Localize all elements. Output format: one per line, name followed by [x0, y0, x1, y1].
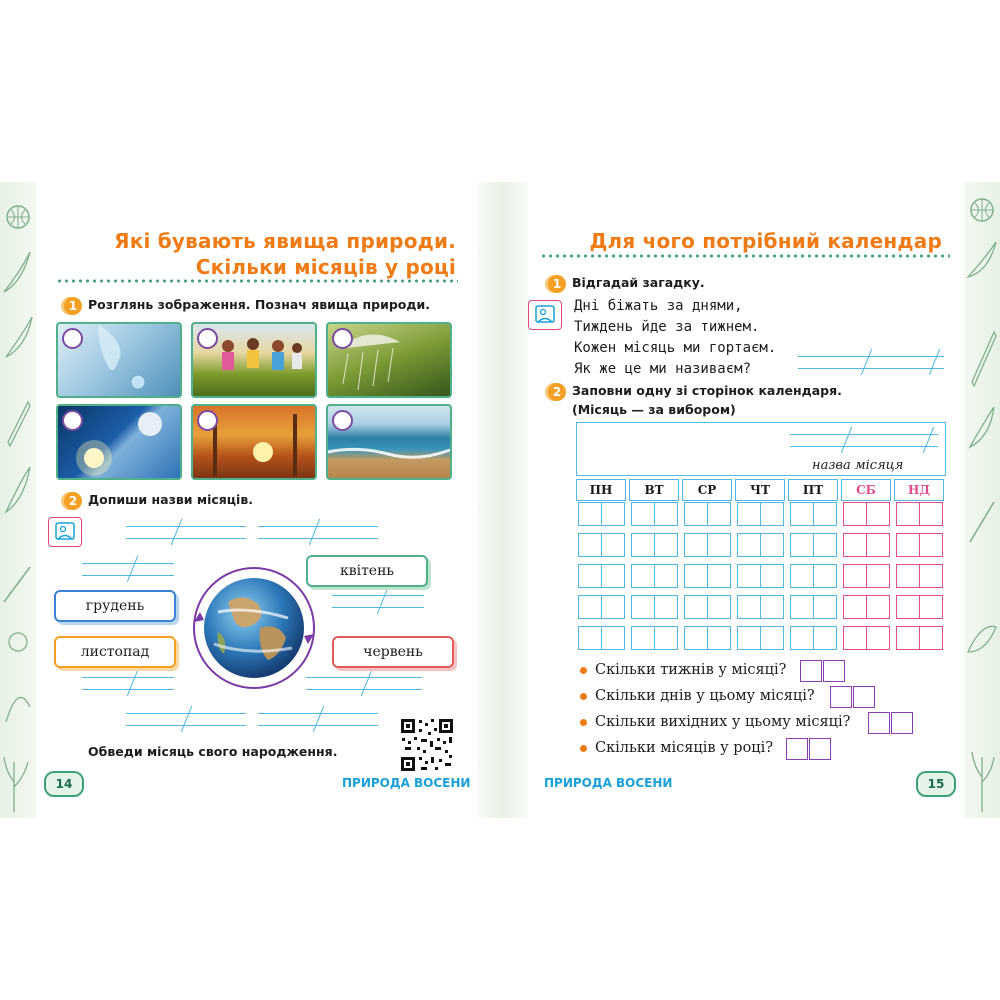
question-days	[580, 688, 815, 704]
calendar-day-cell[interactable]	[684, 595, 708, 619]
calendar-day-cell[interactable]	[760, 595, 784, 619]
answer-circle[interactable]	[197, 328, 218, 349]
calendar-day-cell[interactable]	[631, 564, 655, 588]
calendar-day-cell[interactable]	[578, 564, 602, 588]
calendar-day-cell[interactable]	[737, 502, 761, 526]
calendar-day-cell[interactable]	[578, 533, 602, 557]
page-title: Для чого потрібний календар	[589, 229, 942, 253]
photo-sun-and-moon	[56, 404, 182, 480]
month-name-line[interactable]	[790, 446, 938, 447]
calendar-day-cell[interactable]	[813, 533, 837, 557]
dotted-divider	[56, 279, 458, 283]
photo-sea-waves	[326, 404, 452, 480]
calendar-day-cell[interactable]	[790, 533, 814, 557]
task-number: 2	[548, 383, 566, 401]
task-number: 2	[64, 492, 82, 510]
answer-box[interactable]	[891, 712, 913, 734]
answer-box[interactable]	[868, 712, 890, 734]
calendar-day-cell[interactable]	[866, 502, 890, 526]
calendar-day-cell[interactable]	[654, 626, 678, 650]
earth-globe-icon	[188, 562, 320, 694]
globe-icon	[964, 182, 1000, 818]
photo-autumn-forest	[191, 404, 317, 480]
weekday-thu: ЧТ	[735, 479, 785, 501]
task1-instruction: Розглянь зображення. Познач явища природи.	[88, 297, 430, 312]
calendar-day-cell[interactable]	[601, 595, 625, 619]
line-slash	[181, 706, 193, 732]
riddle-line-3: Кожен місяць ми гортаєм.	[574, 340, 777, 356]
month-label-november: листопад	[54, 636, 176, 668]
calendar-day-cell[interactable]	[919, 533, 943, 557]
calendar-day-cell[interactable]	[760, 502, 784, 526]
calendar-day-cell[interactable]	[760, 626, 784, 650]
calendar-day-cell[interactable]	[919, 564, 943, 588]
page-number: 14	[44, 771, 84, 797]
calendar-day-cell[interactable]	[737, 533, 761, 557]
calendar-day-cell[interactable]	[707, 502, 731, 526]
bullet	[580, 693, 587, 700]
calendar-day-cell[interactable]	[919, 595, 943, 619]
calendar-day-cell[interactable]	[601, 626, 625, 650]
calendar-day-cell[interactable]	[896, 533, 920, 557]
line-slash	[313, 706, 325, 732]
calendar-day-cell[interactable]	[601, 502, 625, 526]
answer-line[interactable]	[258, 526, 378, 527]
bullet	[580, 719, 587, 726]
month-name-line[interactable]	[790, 434, 938, 435]
answer-line[interactable]	[126, 713, 246, 714]
page-number: 15	[916, 771, 956, 797]
photo-rain-umbrella	[326, 322, 452, 398]
calendar-day-cell[interactable]	[866, 564, 890, 588]
question-months	[580, 740, 773, 756]
calendar-day-cell[interactable]	[843, 533, 867, 557]
answer-line[interactable]	[258, 713, 378, 714]
line-slash	[929, 349, 941, 375]
calendar-day-cell[interactable]	[790, 564, 814, 588]
line-slash	[377, 588, 389, 614]
answer-line[interactable]	[126, 725, 246, 726]
task-number: 1	[548, 275, 566, 293]
calendar-day-cell[interactable]	[790, 595, 814, 619]
riddle-line-1: Дні біжать за днями,	[574, 298, 743, 314]
weekday-sun: НД	[894, 479, 944, 501]
calendar-day-cell[interactable]	[707, 564, 731, 588]
answer-line[interactable]	[126, 538, 246, 539]
calendar-day-cell[interactable]	[578, 626, 602, 650]
answer-box[interactable]	[823, 660, 845, 682]
qr-code-icon[interactable]	[399, 717, 455, 773]
leaf-icon	[0, 182, 36, 818]
calendar-day-cell[interactable]	[843, 595, 867, 619]
answer-circle[interactable]	[197, 410, 218, 431]
question-text: Скільки тижнів у місяці?	[595, 662, 787, 678]
question-weeks	[580, 662, 786, 678]
calendar-day-cell[interactable]	[896, 564, 920, 588]
calendar-day-cell[interactable]	[813, 595, 837, 619]
calendar-day-cell[interactable]	[843, 626, 867, 650]
task2-note: (Місяць — за вибором)	[572, 402, 736, 417]
line-slash	[361, 670, 373, 696]
photo-children-running	[191, 322, 317, 398]
calendar-day-cell[interactable]	[813, 502, 837, 526]
bottom-instruction: Обведи місяць свого народження.	[88, 744, 338, 759]
calendar-day-cell[interactable]	[707, 595, 731, 619]
answer-box[interactable]	[809, 738, 831, 760]
calendar-day-cell[interactable]	[896, 595, 920, 619]
calendar-day-cell[interactable]	[737, 564, 761, 588]
answer-line[interactable]	[258, 725, 378, 726]
question-text: Скільки вихідних у цьому місяці?	[595, 714, 851, 730]
calendar-day-cell[interactable]	[843, 502, 867, 526]
book-gutter	[478, 182, 528, 818]
task2-instruction: Допиши назви місяців.	[88, 492, 254, 507]
weekday-sat: СБ	[841, 479, 891, 501]
calendar-day-cell[interactable]	[684, 502, 708, 526]
answer-circle[interactable]	[332, 328, 353, 349]
section-footer: ПРИРОДА ВОСЕНИ	[544, 776, 673, 790]
answer-line[interactable]	[82, 677, 174, 678]
calendar-day-cell[interactable]	[866, 626, 890, 650]
calendar-day-cell[interactable]	[896, 502, 920, 526]
dotted-divider	[540, 254, 950, 258]
calendar-day-cell[interactable]	[843, 564, 867, 588]
calendar-day-cell[interactable]	[707, 626, 731, 650]
calendar-day-cell[interactable]	[578, 595, 602, 619]
calendar-day-cell[interactable]	[760, 533, 784, 557]
right-page	[528, 182, 964, 818]
month-label-june: червень	[332, 636, 454, 668]
calendar-day-cell[interactable]	[919, 502, 943, 526]
answer-box[interactable]	[830, 686, 852, 708]
calendar-day-cell[interactable]	[684, 564, 708, 588]
calendar-day-cell[interactable]	[601, 564, 625, 588]
calendar-day-cell[interactable]	[601, 533, 625, 557]
calendar-day-cell[interactable]	[813, 564, 837, 588]
answer-circle[interactable]	[62, 328, 83, 349]
riddle-line-4: Як же це ми називаєм?	[574, 361, 752, 377]
book-spread	[0, 182, 1000, 818]
answer-line[interactable]	[258, 538, 378, 539]
answer-line[interactable]	[306, 677, 422, 678]
answer-box[interactable]	[786, 738, 808, 760]
calendar-day-cell[interactable]	[654, 502, 678, 526]
calendar-day-cell[interactable]	[631, 595, 655, 619]
calendar-day-cell[interactable]	[919, 626, 943, 650]
right-decorative-strip	[964, 182, 1000, 818]
riddle-answer-line[interactable]	[798, 368, 944, 369]
calendar-day-cell[interactable]	[578, 502, 602, 526]
line-slash	[861, 349, 873, 375]
bullet	[580, 667, 587, 674]
weekday-fri: ПТ	[788, 479, 838, 501]
calendar-day-cell[interactable]	[684, 533, 708, 557]
left-decorative-strip	[0, 182, 36, 818]
calendar-day-cell[interactable]	[684, 626, 708, 650]
calendar-day-cell[interactable]	[631, 533, 655, 557]
writing-task-icon	[528, 300, 562, 330]
task2-instruction: Заповни одну зі сторінок календаря.	[572, 383, 842, 398]
page-title-line1: Які бувають явища природи.	[114, 229, 456, 253]
weekday-wed: СР	[682, 479, 732, 501]
answer-line[interactable]	[332, 595, 424, 596]
calendar-day-cell[interactable]	[737, 626, 761, 650]
calendar-day-cell[interactable]	[896, 626, 920, 650]
riddle-line-2: Тиждень йде за тижнем.	[574, 319, 760, 335]
calendar-day-cell[interactable]	[813, 626, 837, 650]
question-text: Скільки днів у цьому місяці?	[595, 688, 815, 704]
weekday-tue: ВТ	[629, 479, 679, 501]
riddle-answer-line[interactable]	[798, 356, 944, 357]
bullet	[580, 745, 587, 752]
question-text: Скільки місяців у році?	[595, 740, 774, 756]
calendar-day-cell[interactable]	[790, 502, 814, 526]
month-caption: назва місяця	[812, 458, 904, 473]
left-page	[36, 182, 478, 818]
task-number: 1	[64, 297, 82, 315]
line-slash	[309, 519, 321, 545]
month-label-december: грудень	[54, 590, 176, 622]
calendar-day-cell[interactable]	[654, 564, 678, 588]
line-slash	[127, 670, 139, 696]
answer-box[interactable]	[853, 686, 875, 708]
answer-circle[interactable]	[62, 410, 83, 431]
weekday-mon: ПН	[576, 479, 626, 501]
answer-line[interactable]	[126, 526, 246, 527]
calendar-day-cell[interactable]	[790, 626, 814, 650]
question-weekends	[580, 714, 850, 730]
line-slash	[171, 519, 183, 545]
calendar-day-cell[interactable]	[707, 533, 731, 557]
section-footer: ПРИРОДА ВОСЕНИ	[342, 776, 471, 790]
answer-circle[interactable]	[332, 410, 353, 431]
calendar-day-cell[interactable]	[866, 533, 890, 557]
task1-instruction: Відгадай загадку.	[572, 275, 705, 290]
answer-box[interactable]	[800, 660, 822, 682]
month-label-april: квітень	[306, 555, 428, 587]
answer-line[interactable]	[82, 563, 174, 564]
calendar-day-cell[interactable]	[631, 502, 655, 526]
calendar-day-cell[interactable]	[654, 533, 678, 557]
line-slash	[127, 556, 139, 582]
page-title-line2: Скільки місяців у році	[195, 255, 456, 279]
calendar-day-cell[interactable]	[760, 564, 784, 588]
calendar-day-cell[interactable]	[654, 595, 678, 619]
photo-water-drop	[56, 322, 182, 398]
writing-task-icon	[48, 517, 82, 547]
calendar-day-cell[interactable]	[631, 626, 655, 650]
calendar-day-cell[interactable]	[866, 595, 890, 619]
calendar-day-cell[interactable]	[737, 595, 761, 619]
